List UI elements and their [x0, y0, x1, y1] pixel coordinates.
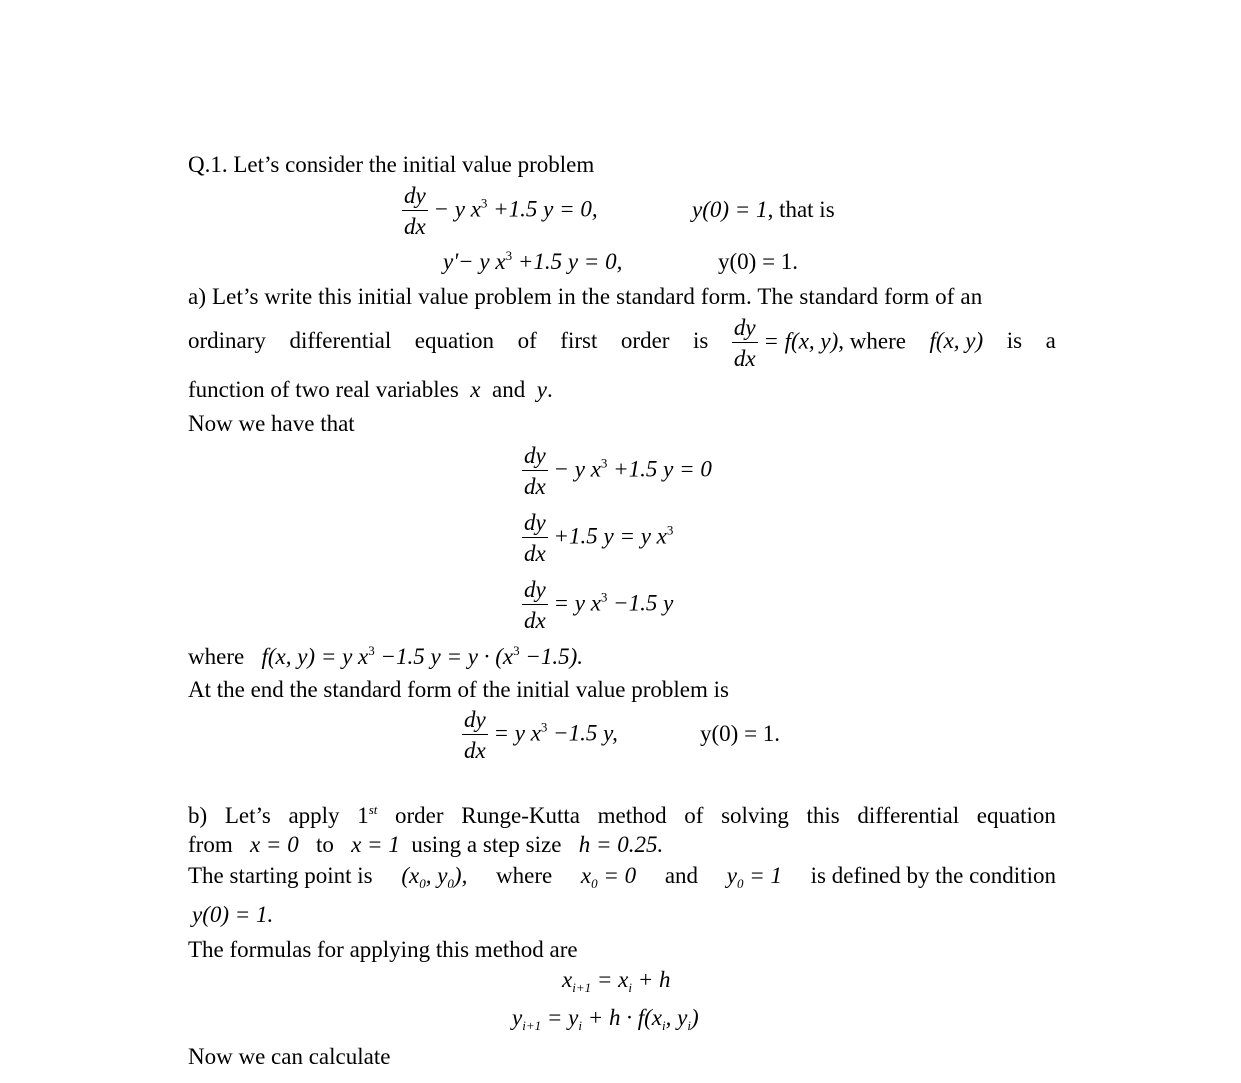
part-b-line-2: from x = 0 to x = 1 using a step size h = 0.25.	[188, 832, 664, 857]
standard-form-equation: $\frac{dy}{dx}$ = f(x, y), where	[733, 315, 906, 371]
ivp-condition-2: y(0) = 1.	[718, 249, 799, 274]
formula-y-update: $y_{i+1} = y_i + h \cdot f(x_i$, $y_i$)	[512, 1005, 699, 1033]
formula-x-update: $x_{i+1} = x_i + h$	[562, 967, 671, 995]
part-a-line-2: ordinary differential equation of first order is $\frac{dy}{dx}$ = f(x, y), where f(x, y) is a	[188, 315, 1056, 371]
dy-dx-fraction: $\frac{dy}{dx}$	[404, 183, 426, 239]
part-b-condition: y(0) = 1.	[192, 902, 274, 927]
part-a-line-1: a) Let’s write this initial value problem in the standard form. The standard form of an	[188, 284, 983, 309]
now-calculate: Now we can calculate	[188, 1044, 391, 1069]
standard-form-line: At the end the standard form of the initial value problem is	[188, 677, 729, 702]
ivp-equation-1: $\frac{dy}{dx}$ − y $x^3 +1.5$ y = 0,	[404, 183, 598, 239]
now-we-have: Now we have that	[188, 411, 355, 436]
dy-dx-fraction: $\frac{dy}{dx}$	[733, 315, 756, 371]
part-b-line-3: The starting point is ($x_0$, $y_0$), where $x_0 = 0$ and $y_0 = 1$ is defined by the condition	[188, 863, 1056, 891]
standard-form-condition: y(0) = 1.	[700, 721, 781, 746]
part-b-line-1: b) Let’s apply 1st order Runge-Kutta method of solving this differential equation	[188, 802, 1056, 828]
ivp-condition-1: y(0) = 1, that is	[692, 197, 835, 222]
part-a-line-3: function of two real variables x and y.	[188, 377, 553, 402]
formulas-intro: The formulas for applying this method are	[188, 937, 578, 962]
question-heading: Q.1. Let’s consider the initial value problem	[188, 152, 595, 177]
derivation-equation-1: $\frac{dy}{dx}$ − y $x^3 +1.5$ y = 0	[524, 443, 712, 499]
derivation-equation-3: $\frac{dy}{dx}$ = y $x^3 -1.5$ y	[524, 577, 674, 633]
ivp-equation-2: y'− y $x^3 +1.5$ y = 0,	[443, 248, 623, 274]
derivation-equation-2: $\frac{dy}{dx}$ +1.5 y = y $x^3$	[524, 510, 674, 566]
standard-form-result: $\frac{dy}{dx}$ = y $x^3 -1.5$ y,	[464, 707, 618, 763]
where-function-line: where f(x, y) = y $x^3 -1.5$ $y = y \cdot (x^3 -1.5)$.	[188, 643, 584, 669]
dy-dx-fraction: $\frac{dy}{dx}$	[524, 443, 546, 499]
dy-dx-fraction: $\frac{dy}{dx}$	[524, 510, 546, 566]
starting-point: ($x_0$, $y_0$),	[401, 863, 468, 891]
dy-dx-fraction: $\frac{dy}{dx}$	[524, 577, 546, 633]
dy-dx-fraction: $\frac{dy}{dx}$	[464, 707, 486, 763]
